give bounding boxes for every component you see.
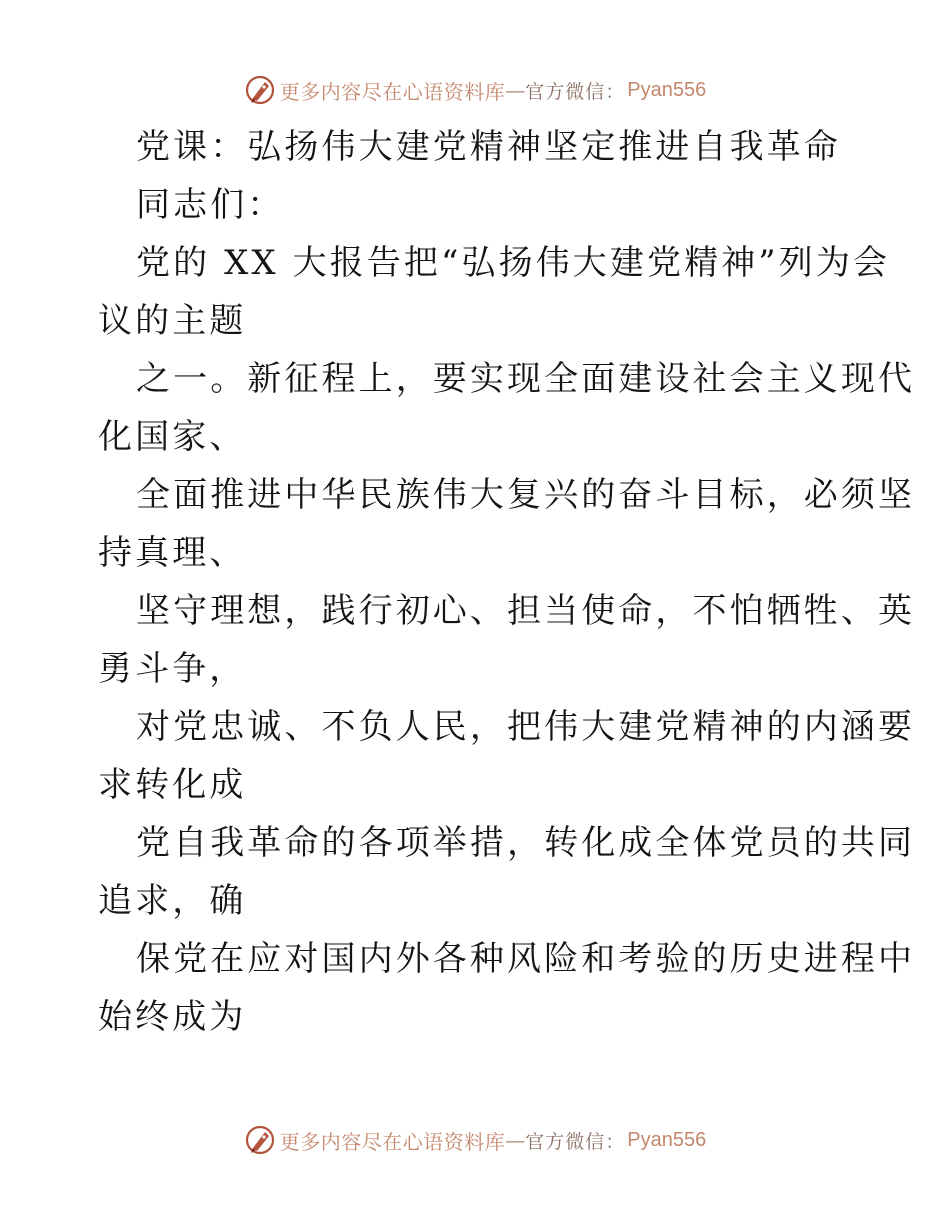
wechat-handle: Pyan556 [627, 1128, 707, 1151]
paragraph-line: 党的 XX 大报告把“弘扬伟大建党精神”列为会 [136, 243, 891, 283]
paragraph-line: 议的主题 [98, 301, 247, 341]
brand-text: 更多内容尽在心语资料库 [279, 79, 506, 104]
paragraph-line: 求转化成 [98, 765, 247, 805]
paragraph-line: 勇斗争， [98, 649, 247, 689]
paragraph-line: 对党忠诚、不负人民，把伟大建党精神的内涵要 [136, 707, 916, 747]
paragraph-line: 保党在应对国内外各种风险和考验的历史进程中 [136, 939, 916, 979]
brand-text: 更多内容尽在心语资料库 [279, 1129, 506, 1154]
paragraph-line: 化国家、 [98, 417, 247, 457]
header-brand-line [0, 70, 950, 110]
pen-nib-logo-icon [244, 74, 276, 106]
paragraph-line: 之一。新征程上，要实现全面建设社会主义现代 [136, 359, 916, 399]
footer-brand-line [0, 1120, 950, 1160]
paragraph-line: 坚守理想，践行初心、担当使命，不怕牺牲、英 [136, 591, 916, 631]
wechat-label: 官方微信： [525, 80, 626, 103]
pen-nib-logo-icon [244, 1124, 276, 1156]
wechat-label: 官方微信： [525, 1130, 626, 1153]
paragraph-line: 持真理、 [98, 533, 247, 573]
brand-dash: — [505, 1128, 526, 1152]
wechat-handle: Pyan556 [627, 78, 707, 101]
paragraph-line: 党自我革命的各项举措，转化成全体党员的共同 [136, 823, 916, 863]
document-title: 党课：弘扬伟大建党精神坚定推进自我革命 [136, 127, 841, 167]
paragraph-line: 全面推进中华民族伟大复兴的奋斗目标，必须坚 [136, 475, 916, 515]
document-body [98, 118, 916, 1046]
paragraph-line: 始终成为 [98, 997, 247, 1037]
salutation: 同志们： [136, 185, 285, 225]
paragraph-line: 追求，确 [98, 881, 247, 921]
brand-dash: — [505, 78, 526, 102]
